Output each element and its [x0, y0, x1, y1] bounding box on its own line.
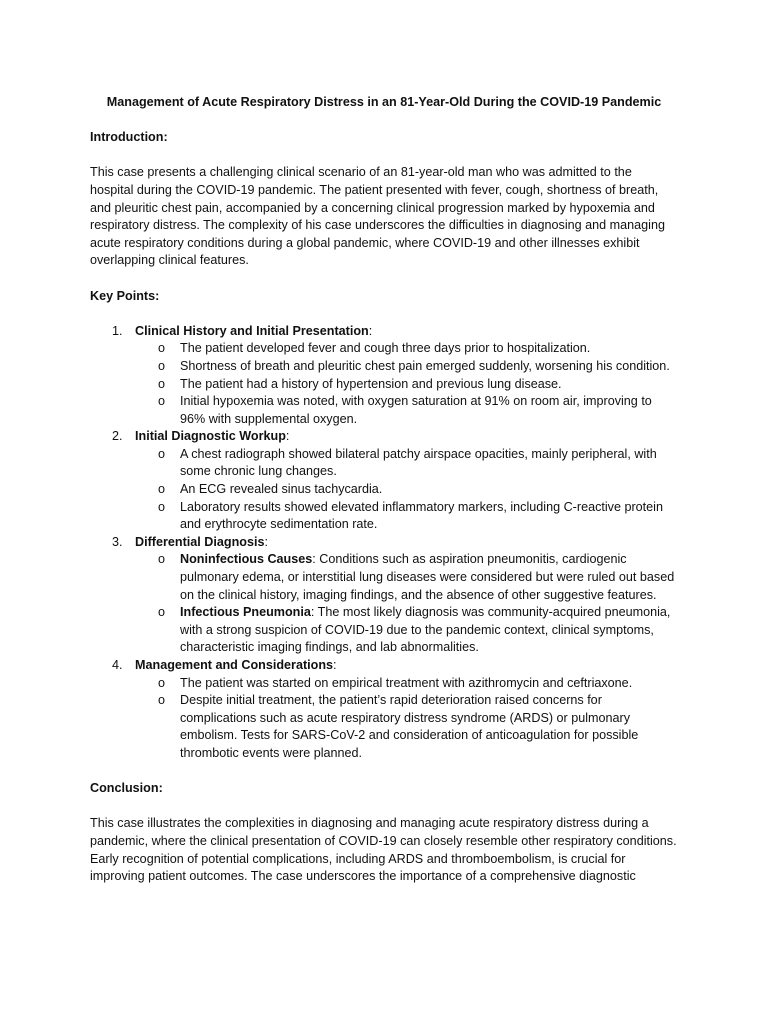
key-point-title: Clinical History and Initial Presentation — [135, 323, 369, 338]
introduction-heading: Introduction: — [90, 130, 168, 145]
bullet-glyph: o — [158, 341, 166, 356]
sub-bullet-list — [135, 675, 678, 763]
key-point-suffix: : — [264, 534, 268, 549]
key-point-title: Management and Considerations — [135, 658, 334, 672]
bullet-glyph: o — [158, 394, 166, 409]
sub-bullet-text: : Conditions such as aspiration pneumonitis, cardiogenic pulmonary edema, or interstitial lung diseases were considered but were ruled out based on the clinical history, imaging findings, and the absence of other suggestive features. — [180, 552, 675, 602]
sub-bullet-text: Initial hypoxemia was noted, with oxygen saturation at 91% on room air, improving to 96% with supplemental oxygen. — [180, 394, 652, 426]
sub-bullet — [135, 675, 678, 693]
sub-bullet — [135, 358, 678, 376]
sub-bullet — [135, 481, 678, 499]
sub-bullet-list — [135, 340, 678, 428]
key-point-item — [90, 428, 678, 534]
key-point-item — [90, 534, 678, 657]
key-point-title: Initial Diagnostic Workup — [135, 429, 286, 444]
sub-bullet-text: A chest radiograph showed bilateral patchy airspace opacities, mainly peripheral, with some chronic lung changes. — [180, 446, 657, 479]
sub-bullet-list — [135, 446, 678, 534]
bullet-glyph: o — [158, 482, 166, 497]
sub-bullet — [135, 340, 678, 358]
key-point-number: 1. — [112, 323, 123, 338]
sub-bullet-text: An ECG revealed sinus tachycardia. — [180, 482, 383, 497]
bullet-glyph: o — [158, 499, 166, 514]
sub-bullet — [135, 499, 678, 534]
key-point-suffix: : — [368, 323, 373, 338]
bullet-glyph: o — [158, 358, 166, 373]
key-points-heading: Key Points: — [90, 288, 160, 303]
sub-bullet-lead: Infectious Pneumonia — [180, 605, 311, 620]
sub-bullet-text: The patient was started on empirical treatment with azithromycin and ceftriaxone. — [180, 675, 633, 690]
sub-bullet-text: The patient had a history of hypertension and previous lung disease. — [180, 376, 562, 391]
key-points-list — [90, 323, 678, 763]
key-point-title: Differential Diagnosis — [135, 534, 265, 549]
bullet-glyph: o — [158, 605, 166, 620]
sub-bullet — [135, 604, 678, 657]
sub-bullet-text: The patient developed fever and cough three days prior to hospitalization. — [180, 341, 591, 356]
key-point-suffix: : — [285, 429, 290, 444]
bullet-glyph: o — [158, 552, 166, 567]
sub-bullet-text: Despite initial treatment, the patient’s rapid deterioration raised concerns for complications such as acute respiratory distress syndrome (ARDS) or pulmonary embolism. Tests for SARS-CoV-2 and consideration of anticoagulation for possible thrombotic events were planned. — [180, 693, 639, 760]
bullet-glyph: o — [158, 446, 166, 461]
sub-bullet-text: Shortness of breath and pleuritic chest pain emerged suddenly, worsening his condition. — [180, 358, 670, 373]
introduction-paragraph: This case presents a challenging clinical scenario of an 81-year-old man who was admitted to the hospital during the COVID-19 pandemic. The patient presented with fever, cough, shortness of breath, and pleuritic chest pain, accompanied by a concerning clinical progression marked by hypoxemia and respiratory distress. The complexity of his case underscores the difficulties in diagnosing and managing acute respiratory conditions during a global pandemic, where COVID-19 and other illnesses exhibit overlapping clinical features. — [90, 165, 665, 268]
key-point-number: 3. — [112, 534, 123, 549]
key-point-suffix: : — [333, 658, 337, 672]
conclusion-paragraph: This case illustrates the complexities in diagnosing and managing acute respiratory distress during a pandemic, where the clinical presentation of COVID-19 can closely resemble other respiratory conditions. Early recognition of potential complications, including ARDS and thromboembolism, is crucial for improving patient outcomes. The case underscores the importance of a comprehensive diagnostic — [90, 816, 677, 884]
bullet-glyph: o — [158, 693, 166, 708]
sub-bullet-text: : The most likely diagnosis was community-acquired pneumonia, with a strong suspicion of COVID-19 due to the pandemic context, clinical symptoms, characteristic imaging findings, and lab abnormalities. — [180, 605, 671, 655]
key-point-item — [90, 657, 678, 763]
sub-bullet-list — [135, 551, 678, 657]
document-title: Management of Acute Respiratory Distress in an 81-Year-Old During the COVID-19 Pandemic — [106, 95, 662, 109]
key-point-number: 4. — [112, 658, 123, 672]
bullet-glyph: o — [158, 675, 166, 690]
sub-bullet — [135, 446, 678, 481]
sub-bullet-text: Laboratory results showed elevated inflammatory markers, including C-reactive protein and erythrocyte sedimentation rate. — [180, 499, 663, 532]
sub-bullet — [135, 376, 678, 394]
sub-bullet-lead: Noninfectious Causes — [180, 552, 313, 567]
conclusion-heading: Conclusion: — [90, 781, 163, 796]
bullet-glyph: o — [158, 376, 166, 391]
key-point-item — [90, 323, 678, 429]
sub-bullet — [135, 692, 678, 762]
sub-bullet — [135, 551, 678, 604]
key-point-number: 2. — [112, 429, 123, 444]
sub-bullet — [135, 393, 678, 428]
